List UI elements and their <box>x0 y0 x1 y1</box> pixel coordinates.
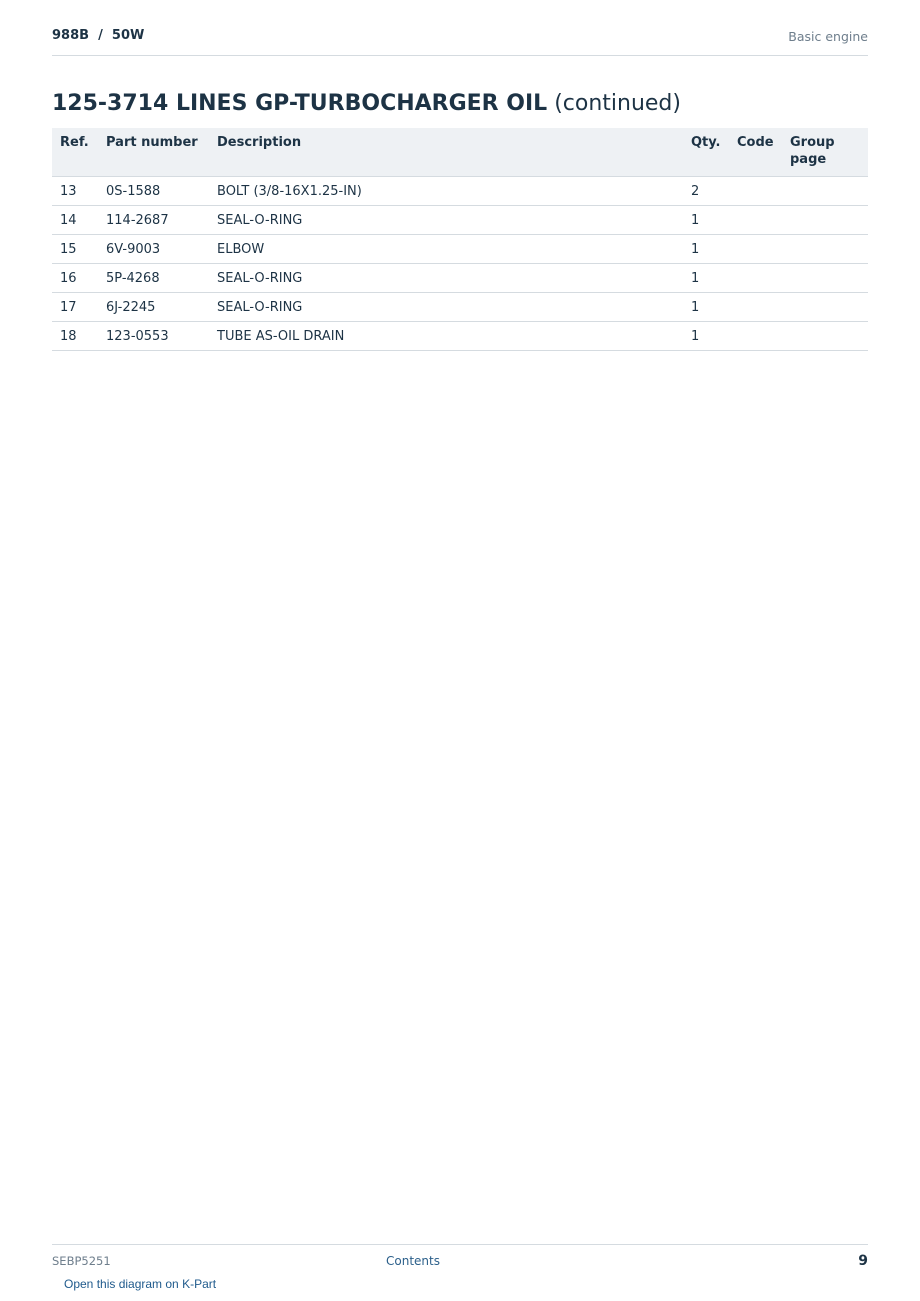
table-row <box>52 235 868 264</box>
group-title: 125-3714 LINES GP-TURBOCHARGER OIL <box>52 91 548 116</box>
cell-description: SEAL-O-RING <box>209 293 683 322</box>
cell-ref: 14 <box>52 206 98 235</box>
table-row <box>52 264 868 293</box>
cell-description: BOLT (3/8-16X1.25-IN) <box>209 177 683 206</box>
page-title <box>52 89 681 119</box>
cell-group-page <box>782 206 868 235</box>
cell-code <box>729 206 782 235</box>
section-name: Basic engine <box>788 29 868 44</box>
cell-code <box>729 293 782 322</box>
cell-description: SEAL-O-RING <box>209 206 683 235</box>
contents-link[interactable]: Contents <box>386 1254 440 1268</box>
cell-ref: 16 <box>52 264 98 293</box>
cell-group-page <box>782 293 868 322</box>
cell-code <box>729 264 782 293</box>
cell-qty: 2 <box>683 177 729 206</box>
cell-qty: 1 <box>683 206 729 235</box>
column-header-part-number: Part number <box>98 128 209 177</box>
machine-model: 988B / 50W <box>52 28 145 43</box>
table-header-row <box>52 128 868 177</box>
cell-description: TUBE AS-OIL DRAIN <box>209 322 683 351</box>
cell-part-number: 5P-4268 <box>98 264 209 293</box>
page-header <box>52 28 868 56</box>
column-header-ref: Ref. <box>52 128 98 177</box>
column-header-code: Code <box>729 128 782 177</box>
cell-ref: 15 <box>52 235 98 264</box>
cell-qty: 1 <box>683 322 729 351</box>
column-header-description: Description <box>209 128 683 177</box>
cell-qty: 1 <box>683 235 729 264</box>
kpart-diagram-link[interactable]: Open this diagram on K-Part <box>64 1277 217 1291</box>
cell-description: SEAL-O-RING <box>209 264 683 293</box>
title-suffix: (continued) <box>554 91 681 116</box>
cell-qty: 1 <box>683 293 729 322</box>
column-header-group-page: Group page <box>782 128 868 177</box>
cell-ref: 18 <box>52 322 98 351</box>
cell-part-number: 6J-2245 <box>98 293 209 322</box>
table-row <box>52 293 868 322</box>
cell-group-page <box>782 322 868 351</box>
cell-code <box>729 235 782 264</box>
cell-qty: 1 <box>683 264 729 293</box>
cell-part-number: 6V-9003 <box>98 235 209 264</box>
page-number: 9 <box>858 1253 868 1269</box>
cell-ref: 17 <box>52 293 98 322</box>
table-row <box>52 177 868 206</box>
document-id: SEBP5251 <box>52 1254 111 1268</box>
cell-description: ELBOW <box>209 235 683 264</box>
cell-part-number: 123-0553 <box>98 322 209 351</box>
table-row <box>52 322 868 351</box>
cell-ref: 13 <box>52 177 98 206</box>
cell-part-number: 114-2687 <box>98 206 209 235</box>
cell-code <box>729 322 782 351</box>
cell-group-page <box>782 235 868 264</box>
cell-group-page <box>782 264 868 293</box>
table-row <box>52 206 868 235</box>
cell-group-page <box>782 177 868 206</box>
cell-code <box>729 177 782 206</box>
parts-table <box>52 128 868 351</box>
column-header-qty: Qty. <box>683 128 729 177</box>
page-footer <box>52 1244 868 1301</box>
cell-part-number: 0S-1588 <box>98 177 209 206</box>
